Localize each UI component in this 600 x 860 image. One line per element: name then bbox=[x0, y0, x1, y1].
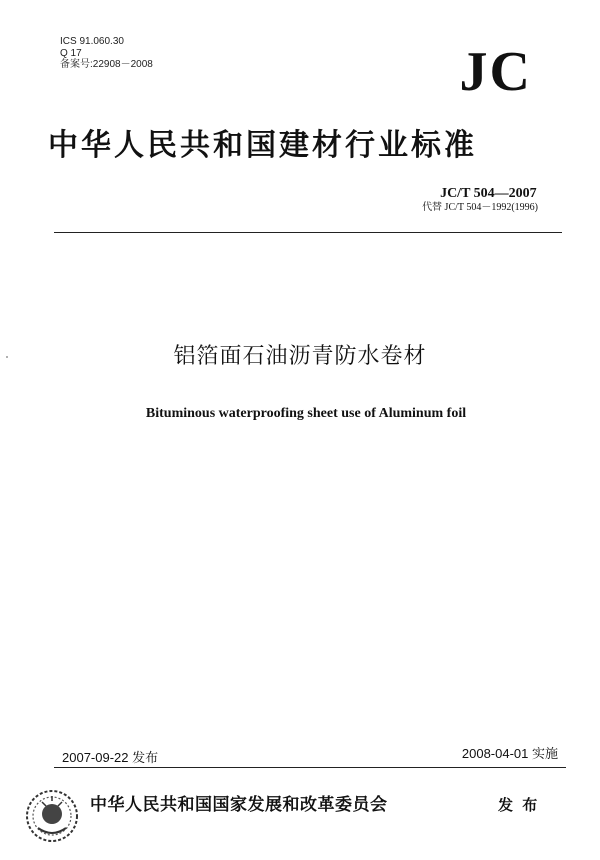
issuing-authority: 中华人民共和国国家发展和改革委员会 bbox=[90, 795, 388, 815]
replaces-standard: 代替 JC/T 504－1992(1996) bbox=[422, 202, 538, 213]
publish-date: 2007-09-22 发布 bbox=[62, 750, 159, 765]
issue-label: 发 布 bbox=[498, 796, 540, 814]
top-divider bbox=[54, 232, 562, 233]
emblem-seal-icon bbox=[24, 788, 80, 844]
record-number: 备案号:22908－2008 bbox=[60, 59, 153, 70]
implement-date: 2008-04-01 实施 bbox=[461, 746, 558, 761]
ccs-code: Q 17 bbox=[60, 47, 82, 59]
ics-code: ICS 91.060.30 bbox=[60, 36, 124, 47]
industry-standard-title: 中华人民共和国建材行业标准 bbox=[48, 128, 477, 163]
document-title-chinese: 铝箔面石油沥青防水卷材 bbox=[173, 344, 427, 369]
bottom-divider bbox=[54, 767, 566, 768]
classification-block bbox=[60, 36, 153, 71]
document-title-english: Bituminous waterproofing sheet use of Aluminum foil bbox=[145, 406, 467, 421]
standard-number-block bbox=[422, 186, 538, 214]
jc-logo: JC bbox=[459, 41, 532, 103]
standard-number: JC/T 504—2007 bbox=[440, 186, 537, 201]
